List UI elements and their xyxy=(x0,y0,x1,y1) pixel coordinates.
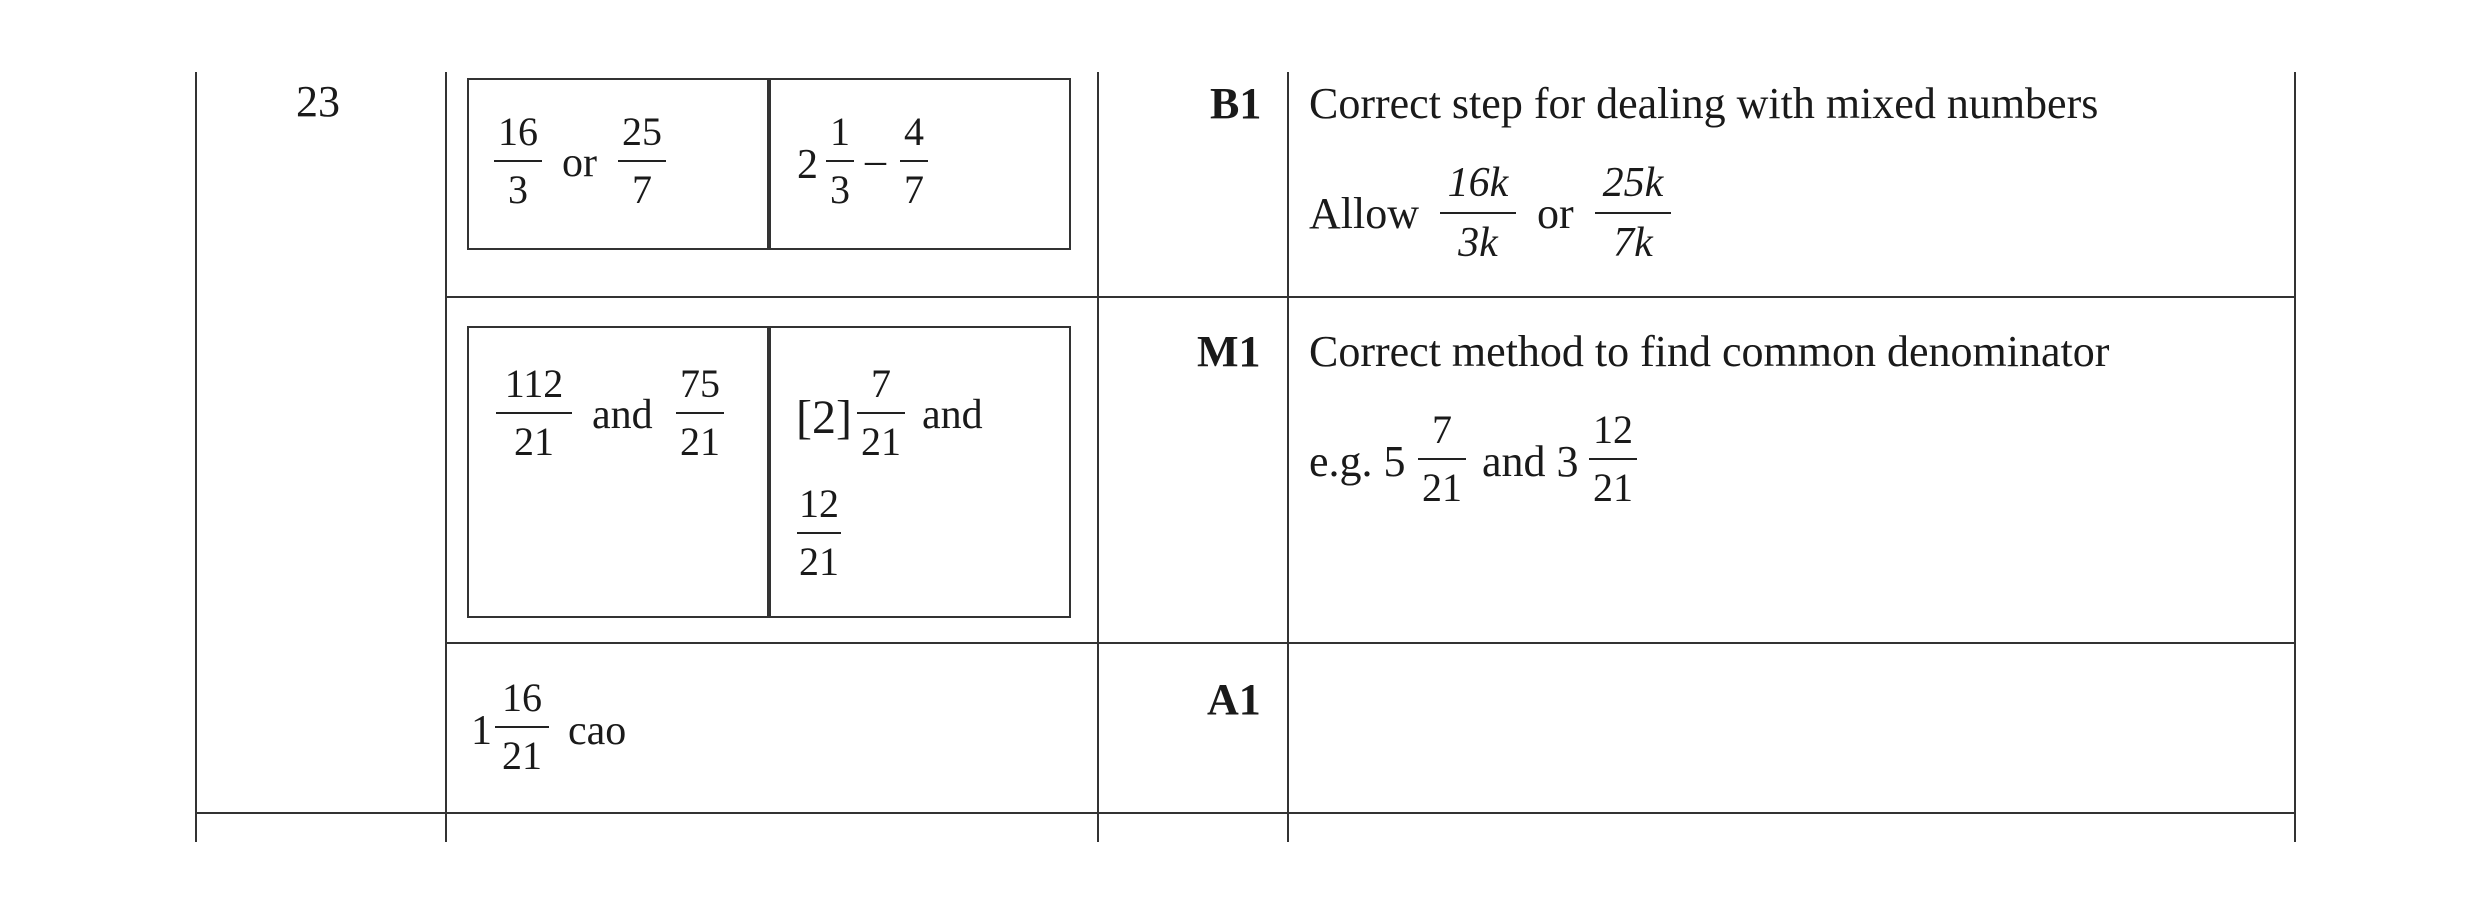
fraction: 16k 3k xyxy=(1440,162,1516,264)
row-divider-1 xyxy=(445,296,2296,298)
fraction: 12 21 xyxy=(1589,410,1637,508)
mark-code: A1 xyxy=(1207,675,1261,724)
guidance-text: Allow xyxy=(1309,189,1419,238)
bracketed-whole-number: [2] xyxy=(796,391,852,444)
guidance-text: and 3 xyxy=(1482,437,1579,486)
fraction: 12 21 xyxy=(799,481,839,584)
fraction: 112 21 xyxy=(496,364,572,462)
column-divider-mark xyxy=(1097,72,1099,842)
table-border-left xyxy=(195,72,197,842)
whole-number: 2 xyxy=(797,142,818,188)
fraction: 75 21 xyxy=(676,364,724,462)
mark-code: M1 xyxy=(1197,327,1261,376)
answer-suffix: cao xyxy=(568,708,627,754)
fraction: 25k 7k xyxy=(1595,162,1671,264)
separator-text: or xyxy=(562,140,597,186)
guidance-text: e.g. 5 xyxy=(1309,437,1406,486)
column-divider-answer xyxy=(445,72,447,842)
row-divider-2 xyxy=(445,642,2296,644)
question-number: 23 xyxy=(296,77,340,126)
separator-text: or xyxy=(1537,189,1574,238)
mark-code: B1 xyxy=(1210,79,1262,128)
table-border-right xyxy=(2294,72,2296,842)
separator-text: and xyxy=(922,392,983,438)
guidance-text: Correct step for dealing with mixed numbers xyxy=(1309,79,2099,128)
fraction: 4 7 xyxy=(900,112,928,210)
fraction: 7 21 xyxy=(1418,410,1466,508)
minus-sign: – xyxy=(865,138,886,184)
fraction: 16 21 xyxy=(495,678,549,776)
fraction: 7 21 xyxy=(857,364,905,462)
column-divider-guidance xyxy=(1287,72,1289,842)
fraction: 16 3 xyxy=(494,112,542,210)
answer-whole-number: 1 xyxy=(471,708,492,754)
fraction: 1 3 xyxy=(826,112,854,210)
separator-text: and xyxy=(592,392,653,438)
guidance-text: Correct method to find common denominator xyxy=(1309,327,2110,376)
fraction: 25 7 xyxy=(618,112,666,210)
table-border-bottom xyxy=(195,812,2296,814)
